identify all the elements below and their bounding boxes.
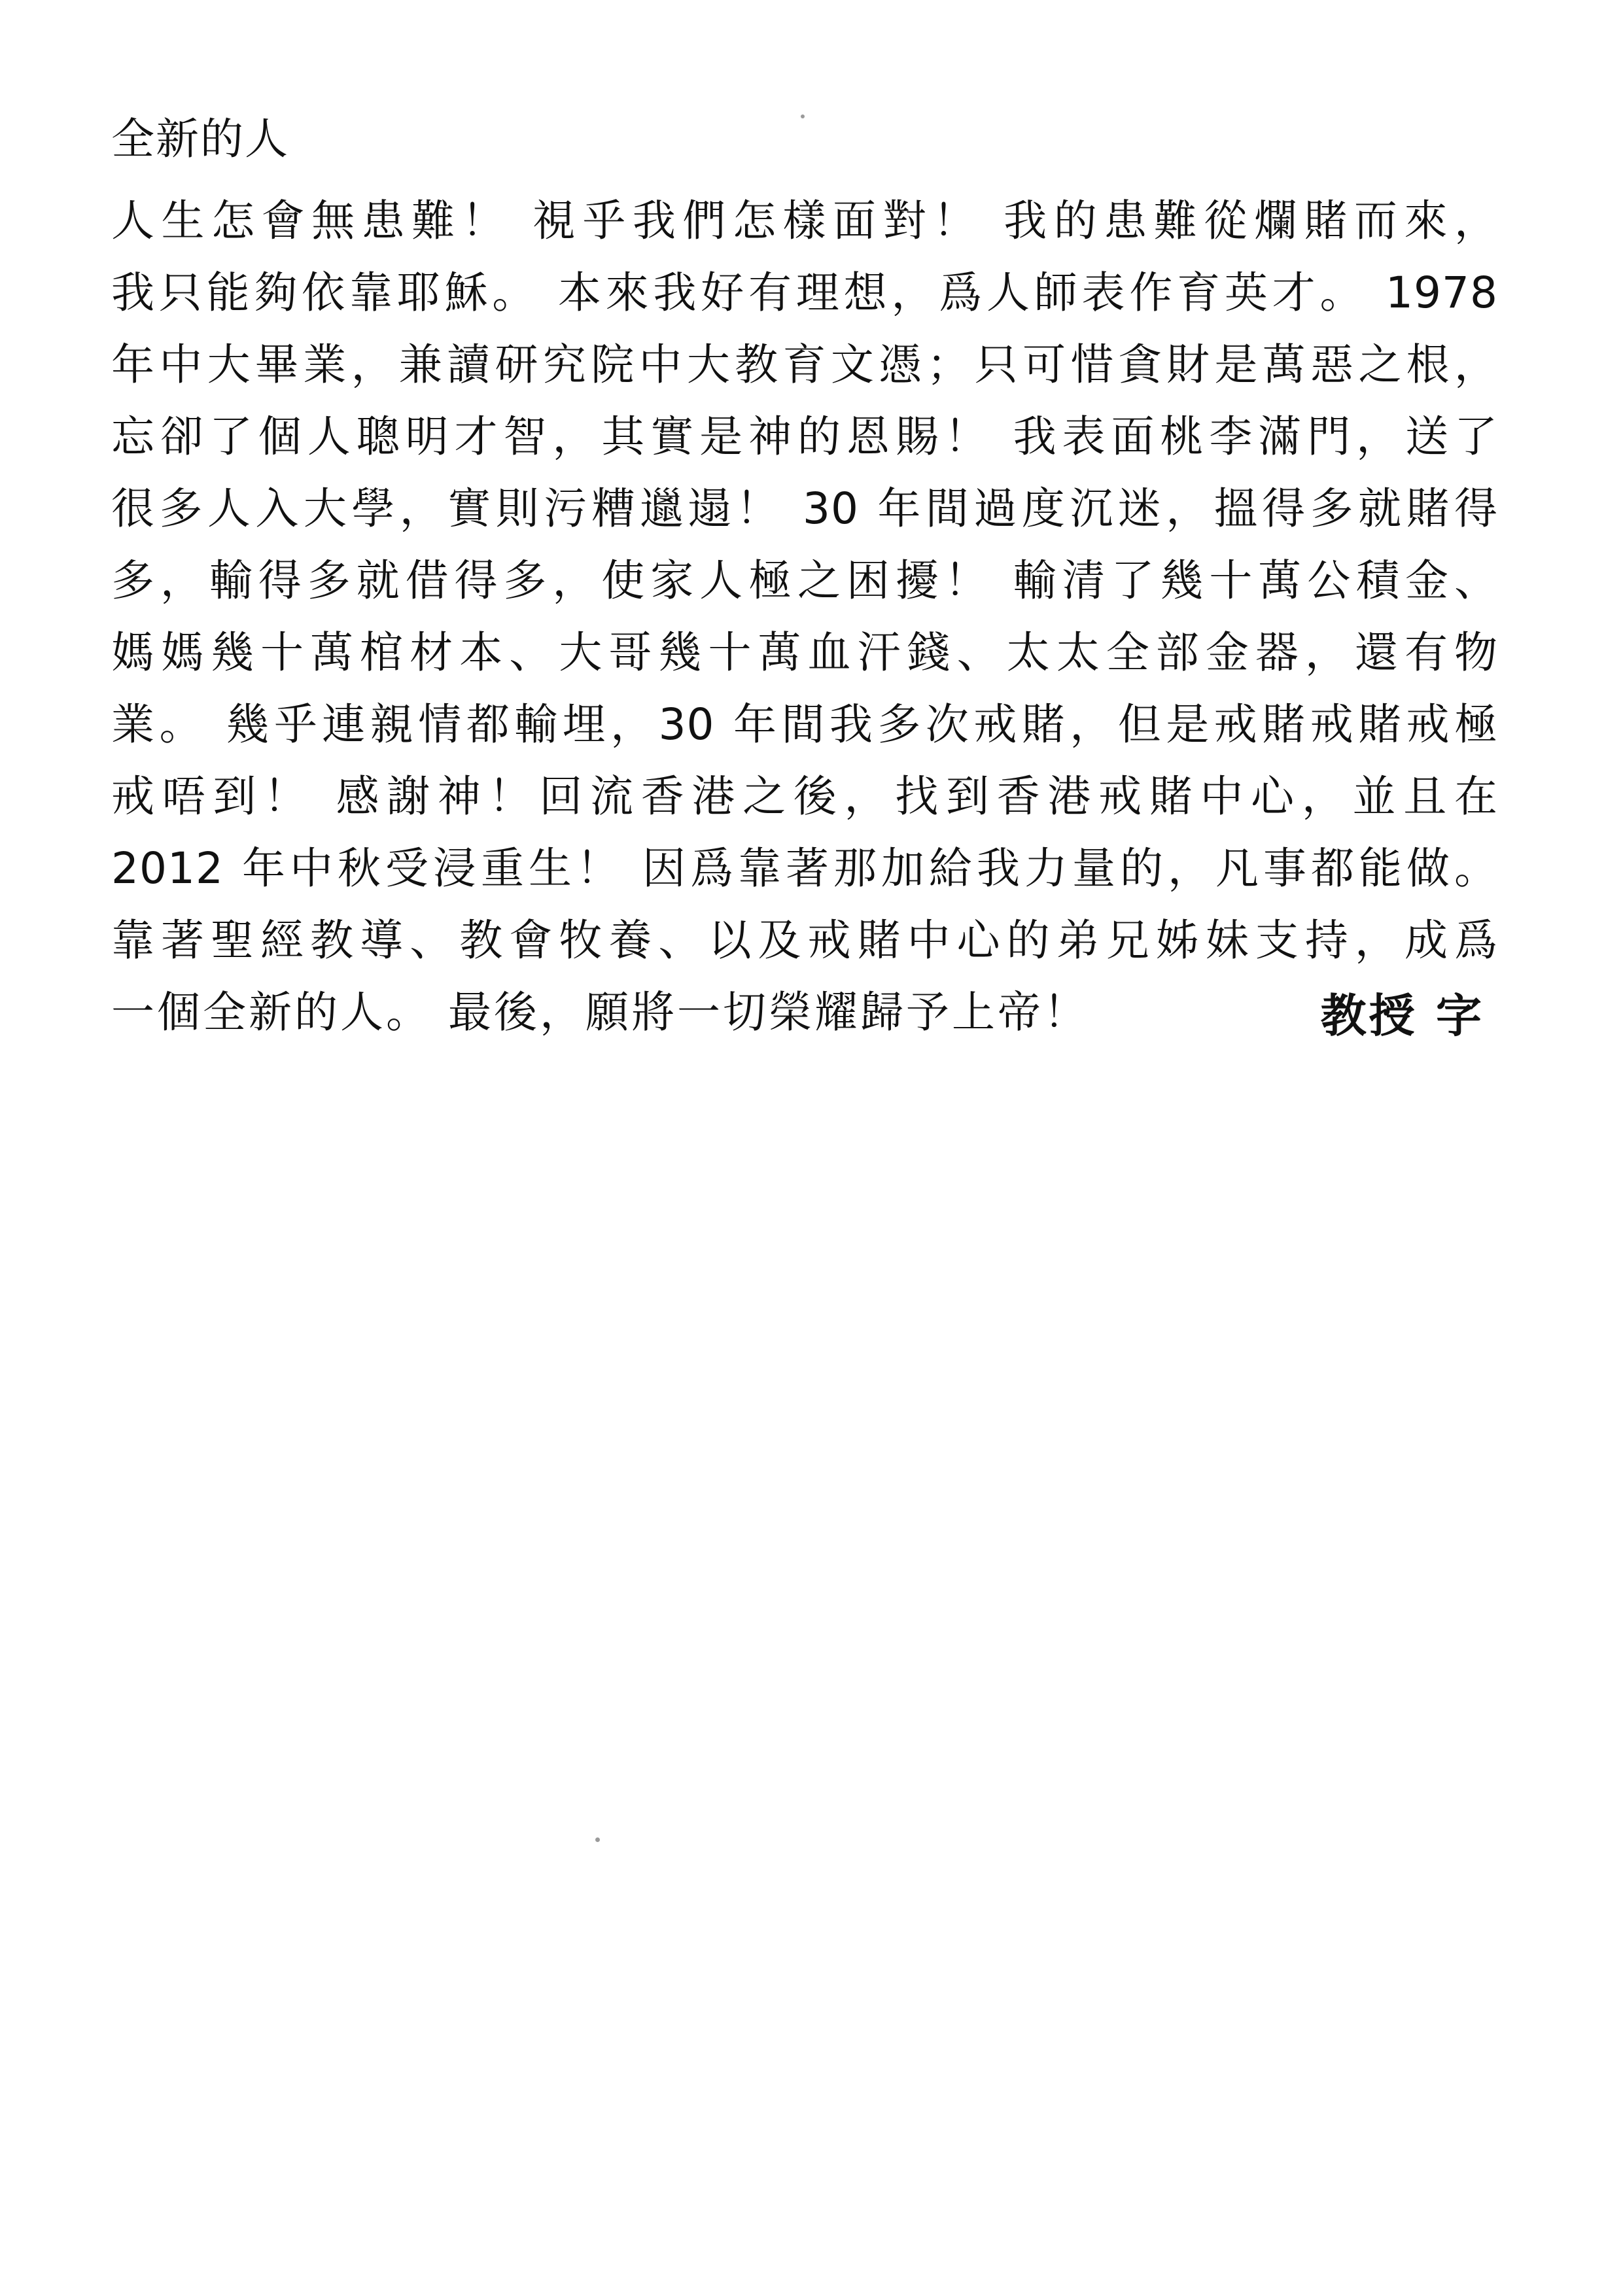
signature: 教授 字 [1320,989,1484,1043]
body-line: 很多人入大學，實則污糟邋遢！ 30 年間過度沉迷，搵得多就賭得 [111,483,1498,534]
document-title: 全新的人 [111,114,289,164]
scan-speck [801,114,805,118]
body-line: 媽媽幾十萬棺材本、大哥幾十萬血汗錢、太太全部金器，還有物 [111,627,1498,678]
body-line: 忘卻了個人聰明才智，其實是神的恩賜！ 我表面桃李滿門，送了 [111,411,1498,462]
body-line: 一個全新的人。 最後，願將一切榮耀歸予上帝！ [111,987,1089,1037]
body-line: 2012 年中秋受浸重生！ 因爲靠著那加給我力量的，凡事都能做。 [111,843,1498,894]
body-line: 業。 幾乎連親情都輸埋，30 年間我多次戒賭，但是戒賭戒賭戒極 [111,699,1498,750]
body-line: 年中大畢業，兼讀研究院中大教育文憑；只可惜貪財是萬惡之根， [111,339,1498,390]
testimony-body [111,185,1498,1049]
body-line: 靠著聖經教導、教會牧養、以及戒賭中心的弟兄姊妹支持，成爲 [111,915,1498,965]
body-line: 戒唔到！ 感謝神！回流香港之後，找到香港戒賭中心，並且在 [111,771,1498,822]
body-line: 我只能夠依靠耶穌。 本來我好有理想，爲人師表作育英才。 1978 [111,268,1498,318]
body-line: 人生怎會無患難！ 視乎我們怎樣面對！ 我的患難從爛賭而來， [111,196,1498,246]
scan-speck [595,1837,600,1842]
body-line: 多，輸得多就借得多，使家人極之困擾！ 輸清了幾十萬公積金、 [111,555,1498,606]
